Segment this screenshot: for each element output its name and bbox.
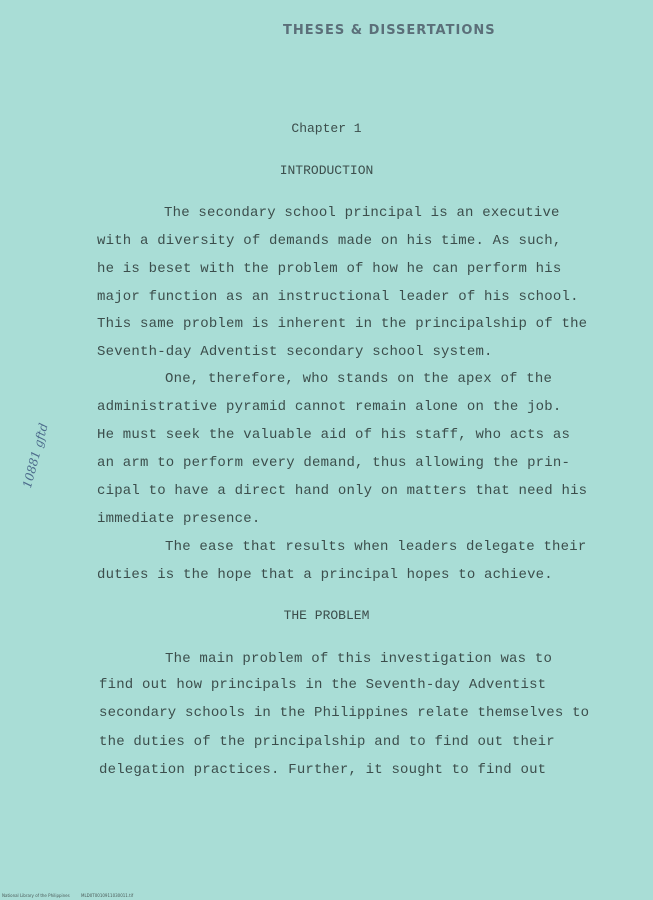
page-heading: INTRODUCTION xyxy=(279,163,374,178)
text-line: administrative pyramid cannot remain alone on the job. xyxy=(97,399,562,415)
theses-dissertations-stamp: THESES & DISSERTATIONS xyxy=(283,23,496,38)
text-line: the duties of the principalship and to find out their xyxy=(99,734,555,750)
text-line: cipal to have a direct hand only on matters that need his xyxy=(97,483,588,499)
text-line: secondary schools in the Philippines relate themselves to xyxy=(99,705,590,721)
text-line: The secondary school principal is an executive xyxy=(164,205,560,221)
text-line: delegation practices. Further, it sought to find out xyxy=(99,762,547,778)
text-line: He must seek the valuable aid of his staff, who acts as xyxy=(97,427,571,443)
text-line: with a diversity of demands made on his time. As such, xyxy=(97,233,562,249)
scan-footer xyxy=(2,893,143,898)
text-line: duties is the hope that a principal hopes to achieve. xyxy=(97,567,553,583)
text-line: major function as an instructional leader of his school. xyxy=(97,289,579,305)
handwritten-margin-note: 10881 gftd xyxy=(20,421,51,490)
text-line: immediate presence. xyxy=(97,511,261,527)
text-line: an arm to perform every demand, thus allowing the prin- xyxy=(97,455,571,471)
text-line: This same problem is inherent in the principalship of the xyxy=(97,316,588,332)
library-credit: National Library of the Philippines xyxy=(2,893,70,898)
text-line: find out how principals in the Seventh-day Adventist xyxy=(99,677,547,693)
text-line: The ease that results when leaders delegate their xyxy=(165,539,587,555)
section-heading: THE PROBLEM xyxy=(283,608,370,623)
text-line: The main problem of this investigation was to xyxy=(165,651,553,667)
text-line: One, therefore, who stands on the apex of the xyxy=(165,371,553,387)
chapter-label: Chapter 1 xyxy=(291,121,362,136)
text-line: he is beset with the problem of how he can perform his xyxy=(97,261,562,277)
text-line: Seventh-day Adventist secondary school system. xyxy=(97,344,493,360)
scan-file-code: MLD0T0010911030011.tif xyxy=(81,893,134,898)
